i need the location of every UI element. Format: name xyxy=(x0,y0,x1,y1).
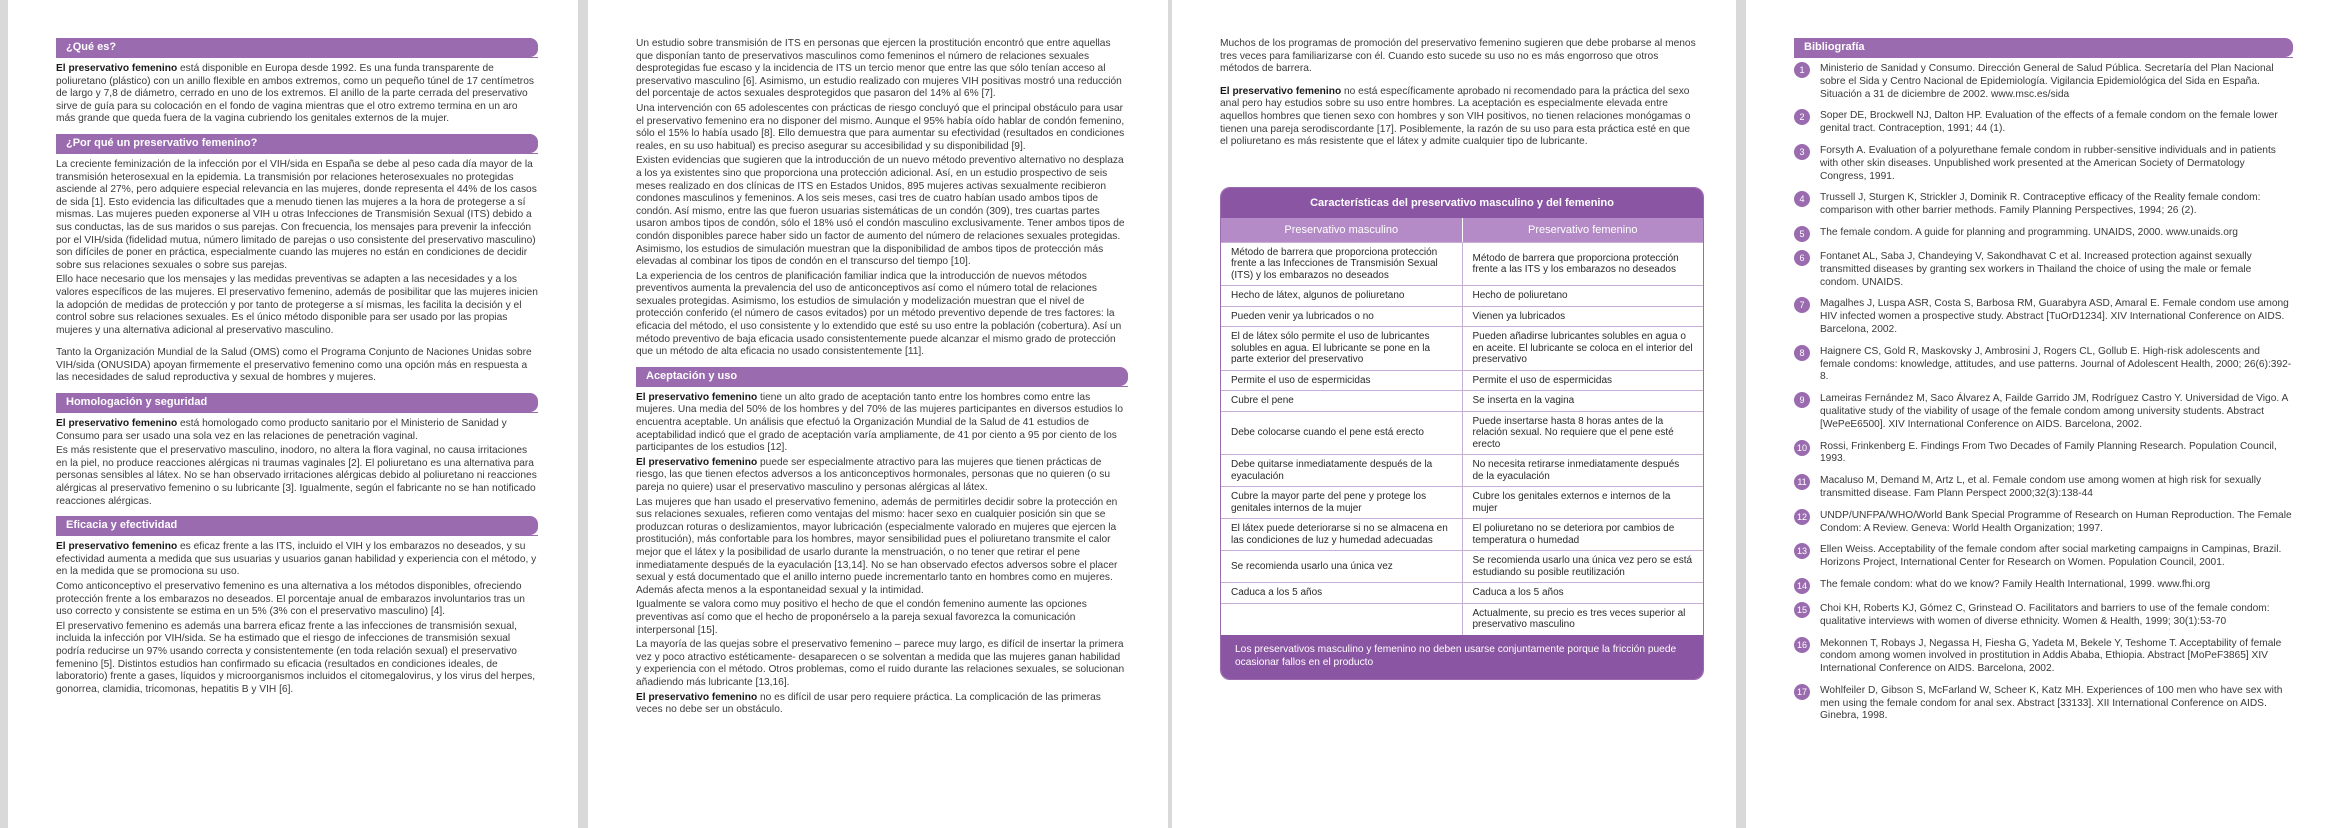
table-title: Características del preservativo masculino y del femenino xyxy=(1221,188,1703,218)
reference-number-badge: 8 xyxy=(1794,345,1810,361)
list-item xyxy=(1794,393,2293,431)
reference-text: Trussell J, Sturgen K, Strickler J, Dominik R. Contraceptive efficacy of the Reality female condom: comparison with other barrier methods. Family Planning Perspectives, 1994; 26 (2). xyxy=(1820,192,2261,217)
page-panel-2 xyxy=(588,0,1168,828)
paragraph: El preservativo femenino puede ser especialmente atractivo para las mujeres que tienen prácticas de riesgo, las que tienen efectos adversos a los anticonceptivos hormonales, personas que no quieren (o su pareja no quiere) usar el preservativo masculino y personas alérgicas al látex. xyxy=(636,456,1111,493)
paragraph: Tanto la Organización Mundial de la Salud (OMS) como el Programa Conjunto de Naciones Unidas sobre VIH/sida (ONUSIDA) apoyan firmemente el preservativo femenino como una opción más en respuesta a las necesidades de salud reproductiva y sexual de hombres y mujeres. xyxy=(56,347,532,384)
table-cell-male: Se recomienda usarlo una única vez xyxy=(1221,551,1463,582)
paragraph: Ello hace necesario que los mensajes y las medidas preventivas se adapten a las necesidades y a los valores específicos de las mujeres. El preservativo femenino, además de posibilitar que las mujeres inicien la adopción de medidas de protección y por tanto de protegerse a sí mismas, les facilita la decisión y el control sobre sus relaciones sexuales. Es el único método disponible para ser usado por las propias mujeres y una alternativa adicional al preservativo masculino. xyxy=(56,274,538,336)
paragraph: El preservativo femenino está disponible en Europa desde 1992. Es una funda transparente de poliuretano (plástico) con un anillo flexible en ambos extremos, como un pequeño túnel de 17 centímetros de largo y 7,8 de diámetro, cerrado en uno de los extremos. El anillo de la parte cerrada del preservativo sirve de guía para su colocación en el fondo de vagina mientras que el otro extremo termina en un aro más grande que queda fuera de la vagina cubriendo los genitales externos de la mujer. xyxy=(56,63,534,125)
reference-text: Magalhes J, Luspa ASR, Costa S, Barbosa RM, Guarabyra ASD, Amaral E. Female condom use among HIV infected women a prospective study. Abstract [TuOrD1234]. XIV International Conference on AIDS. Barcelona, 2002. xyxy=(1820,298,2289,335)
reference-number-badge: 5 xyxy=(1794,226,1810,242)
list-item xyxy=(1794,579,2293,594)
table-footer-note: Los preservativos masculino y femenino no deben usarse conjuntamente porque la fricción puede ocasionar fallos en el producto xyxy=(1221,635,1703,679)
list-item xyxy=(1794,192,2293,218)
reference-number-badge: 3 xyxy=(1794,144,1810,160)
reference-number-badge: 2 xyxy=(1794,109,1810,125)
list-item xyxy=(1794,441,2293,467)
reference-text: Ministerio de Sanidad y Consumo. Dirección General de Salud Pública. Secretaría del Plan Nacional sobre el Sida y Centro Nacional de Epidemiología. Vigilancia Epidemiológica del Sida en España. Situación a 31 de diciembre de 2002. www.msc.es/sida xyxy=(1820,63,2274,100)
paragraph: El preservativo femenino está homologado como producto sanitario por el Ministerio de Sanidad y Consumo para ser usado una sola vez en las relaciones de penetración vaginal. xyxy=(56,418,507,442)
paragraph: La experiencia de los centros de planificación familiar indica que la introducción de nuevos métodos preventivos aumenta la prevalencia del uso de anticonceptivos así como el número total de relaciones sexuales protegidas. Asimismo, los estudios de simulación y modelización muestran que el nivel de protección conferido (el número de casos evitados) por un método preventivo depende de tres factores: la eficacia del método, el uso consistente y lo extendido que esté su uso entre la población (cobertura). Así un método preventivo de baja eficacia usado consistentemente puede alcanzar el mismo grado de protección que un método de alta eficacia no usado consistentemente [11]. xyxy=(636,270,1122,358)
paragraph: Las mujeres que han usado el preservativo femenino, además de permitirles decidir sobre la protección en sus relaciones sexuales, refieren como ventajas del mismo: hacer sexo en cualquier posición sin que se produzcan roturas o deslizamientos, mayor lubricación (especialmente valorado en mujeres que ejercen la prostitución), más confortable para los hombres, mayor sensibilidad pues el poliuretano transmite el calor mejor que el látex y la posibilidad de usarlo durante la menstruación, o no tener que retirar el pene inmediatamente después de la eyaculación [13,14]. No se han observado efectos adversos sobre el placer sexual y está documentado que el anillo interno puede incrementarlo tanto en hombres como en mujeres. Además afecta menos a la espontaneidad sexual y la intimidad. xyxy=(636,496,1118,596)
table-cell-male: Método de barrera que proporciona protección frente a las Infecciones de Transmisión Sexual (ITS) y los embarazos no deseados xyxy=(1221,243,1463,286)
reference-text: Ellen Weiss. Acceptability of the female condom after social marketing campaigns in Campinas, Brazil. Horizons Project, International Center for Research on Women. Population Council, 2001. xyxy=(1820,544,2282,569)
table-cell-female: Cubre los genitales externos e internos de la mujer xyxy=(1472,491,1671,514)
column-header-female: Preservativo femenino xyxy=(1528,223,1638,236)
page-panel-4 xyxy=(1746,0,2333,828)
reference-number-badge: 12 xyxy=(1794,509,1810,525)
paragraph: Es más resistente que el preservativo masculino, inodoro, no altera la flora vaginal, no causa irritaciones en la piel, no produce reacciones alérgicas ni traumas vaginales [2]. El poliuretano es una alternativa para personas sensibles al látex. No se han observado irritaciones alérgicas debido al poliuretano ni reacciones alérgicas al preservativo femenino o su lubricante [3]. Igualmente, según el fabricante no se han notificado reacciones alérgicas. xyxy=(56,445,537,507)
table-cell-female: Puede insertarse hasta 8 horas antes de la relación sexual. No requiere que el pene esté erecto xyxy=(1472,415,1674,450)
section-title-bibliography: Bibliografía xyxy=(1794,38,2293,57)
reference-number-badge: 16 xyxy=(1794,637,1810,653)
reference-number-badge: 17 xyxy=(1794,684,1810,700)
section-title-what: ¿Qué es? xyxy=(56,38,538,57)
reference-text: Macaluso M, Demand M, Artz L, et al. Female condom use among women at high risk for sexually transmitted disease. Fam Plann Perspect 2000;32(3):138-44 xyxy=(1820,475,2262,499)
table-body xyxy=(1221,242,1703,635)
table-row xyxy=(1221,326,1703,370)
reference-text: Choi KH, Roberts KJ, Gómez C, Grinstead O. Facilitators and barriers to use of the female condom: qualitative interviews with women of diverse ethnicity. Women & Health, 1999; 30(1):53-70 xyxy=(1820,602,2270,627)
table-cell-male: Permite el uso de espermicidas xyxy=(1221,371,1463,391)
table-cell-male: El látex puede deteriorarse si no se almacena en las condiciones de luz y humedad adecuadas xyxy=(1221,519,1463,550)
paragraph: El preservativo femenino es además una barrera eficaz frente a las infecciones de transmisión sexual, incluida la infección por VIH/sida. Se ha estimado que el riesgo de infecciones de transmisión sexual podría reducirse un 97% usando correcta y consistentemente (en toda relación sexual) el preservativo femenino [5]. Distintos estudios han confirmado su eficacia (resultados en condiciones ideales, de laboratorio) frente a gases, líquidos y microorganismos incluidos el citomegalovirus, y los virus del herpes, gonorrea, clamidia, tricomonas, hepatitis B y VIH [6]. xyxy=(56,620,536,695)
page-panel-1 xyxy=(8,0,578,828)
paragraph: Existen evidencias que sugieren que la introducción de un nuevo método preventivo alternativo no desplaza a los ya existentes sino que proporciona una protección adicional. Así, en un estudio prospectivo de seis meses realizado en dos clínicas de ITS en Estados Unidos, 895 mujeres activas sexualmente recibieron condones masculinos y femeninos. A los seis meses, casi tres de cuatro habían usado ambos tipos de condón. Así mismo, entre las que fueron usuarias sistemáticas de un condón (309), tres cuartas partes usaron ambos tipos de condón, sólo el 18% usó el condón masculino exclusivamente. Tener ambos tipos de condón disponibles parece haber sido un factor de aumento del número de relaciones sexuales protegidas. Asimismo, los estudios de simulación muestran que la disponibilidad de ambos tipos de protección más elevadas al combinar los tipos de condón en el transcurso del tiempo [10]. xyxy=(636,155,1125,268)
reference-number-badge: 13 xyxy=(1794,543,1810,559)
table-row xyxy=(1221,486,1703,518)
paragraph: El preservativo femenino es eficaz frente a las ITS, incluido el VIH y los embarazos no deseados, y su efectividad aumenta a medida que sus usuarias y usuarios ganan habilidad y experiencia con el método, y en la medida que se promociona su uso. xyxy=(56,541,537,578)
paragraph: Un estudio sobre transmisión de ITS en personas que ejercen la prostitución encontró que entre aquellas que disponían tanto de preservativos masculinos como femeninos el número de relaciones sexuales desprotegidas fue escaso y la incidencia de ITS un tercio menor que entre las que sólo tenían acceso al preservativo masculino [6]. Asimismo, un estudio realizado con mujeres VIH positivas mostró una reducción del porcentaje de actos sexuales desprotegidos que pasaron del 14% al 6% [7]. xyxy=(636,38,1122,100)
table-row xyxy=(1221,370,1703,391)
table-cell-male xyxy=(1221,604,1463,635)
table-cell-male: Caduca a los 5 años xyxy=(1221,583,1463,603)
table-row xyxy=(1221,550,1703,582)
section-title-efficacy: Eficacia y efectividad xyxy=(56,516,538,535)
list-item xyxy=(1794,63,2293,101)
paragraph: Muchos de los programas de promoción del preservativo femenino sugieren que debe probarse al menos tres veces para familiarizarse con él. Cuando esto sucede su uso no es más engorroso que otros métodos de barrera. xyxy=(1220,38,1696,75)
comparison-table xyxy=(1220,187,1704,680)
reference-number-badge: 4 xyxy=(1794,191,1810,207)
table-row xyxy=(1221,242,1703,286)
reference-text: Lameiras Fernández M, Saco Álvarez A, Failde Garrido JM, Rodríguez Castro Y. Universidad de Vigo. A qualitative study of the viability of usage of the female condom among university students. Abstract [WePeE6500]. XIV International Conference on AIDS. Barcelona, 2002. xyxy=(1820,393,2288,430)
bibliography-list xyxy=(1794,63,2293,723)
list-item xyxy=(1794,544,2293,570)
table-cell-female: Vienen ya lubricados xyxy=(1472,310,1566,322)
reference-text: Mekonnen T, Robays J, Negassa H, Fiesha G, Yadeta M, Bekele Y, Teshome T. Acceptability of female condom among women involved in prostitution in Addis Ababa, Ethiopia. Abstract [MoPeF3865] XIV International Conference on AIDS. Barcelona, 2002. xyxy=(1820,637,2282,675)
reference-number-badge: 1 xyxy=(1794,62,1810,78)
table-cell-female: Permite el uso de espermicidas xyxy=(1472,374,1613,386)
list-item xyxy=(1794,227,2293,242)
table-cell-female: Actualmente, su precio es tres veces superior al preservativo masculino xyxy=(1472,607,1686,631)
table-row xyxy=(1221,518,1703,550)
table-cell-male: Hecho de látex, algunos de poliuretano xyxy=(1221,286,1463,306)
column-header-male: Preservativo masculino xyxy=(1221,218,1463,242)
reference-text: Soper DE, Brockwell NJ, Dalton HP. Evaluation of the effects of a female condom on the female lower genital tract. Contraception, 1991; 44 (1). xyxy=(1820,110,2278,135)
reference-text: The female condom: what do we know? Family Health International, 1999. www.fhi.org xyxy=(1820,578,2211,590)
reference-number-badge: 11 xyxy=(1794,474,1810,490)
list-item xyxy=(1794,638,2293,676)
list-item xyxy=(1794,251,2293,289)
section-title-why: ¿Por qué un preservativo femenino? xyxy=(56,134,538,153)
paragraph: La mayoría de las quejas sobre el preservativo femenino – parece muy largo, es difícil de insertar la primera vez y poco atractivo estéticamente- desaparecen o se solventan a medida que las mujeres ganan habilidad y experiencia con el método. Otros problemas, como el ruido durante las relaciones sexuales, se solucionan añadiendo más lubricante [13,16]. xyxy=(636,639,1125,688)
table-row xyxy=(1221,582,1703,603)
table-row xyxy=(1221,390,1703,411)
list-item xyxy=(1794,346,2293,384)
table-cell-female: Pueden añadirse lubricantes solubles en agua o en aceite. El lubricante se coloca en el interior del preservativo xyxy=(1472,331,1693,366)
list-item xyxy=(1794,145,2293,183)
list-item xyxy=(1794,475,2293,501)
table-row xyxy=(1221,285,1703,306)
reference-number-badge: 14 xyxy=(1794,578,1810,594)
paragraph: La creciente feminización de la infección por el VIH/sida en España se debe al peso cada día mayor de la transmisión heterosexual en la epidemia. La transmisión por relaciones heterosexuales no protegidas asciende al 27%, pero adquiere especial relevancia en las mujeres, donde representa el 44% de los casos de sida [1]. Esto evidencia las dificultades que a menudo tienen las mujeres a la hora de protegerse a sí mismas. Las mujeres pueden exponerse al VIH u otras Infecciones de Transmisión Sexual (ITS) debido a sus conductas, las de sus maridos o sus parejas. Con frecuencia, los mensajes para prevenir la infección por el VIH/sida (fidelidad mutua, número limitado de parejas o uso consistente del preservativo masculino) son difíciles de poner en práctica, especialmente cuando las mujeres no están en condiciones de decidir sobre sus relaciones sexuales o sobre sus parejas. xyxy=(56,158,537,271)
table-cell-female: Se inserta en la vagina xyxy=(1472,395,1575,407)
reference-text: Rossi, Frinkenberg E. Findings From Two Decades of Family Planning Research. Population Council, 1993. xyxy=(1820,440,2277,465)
table-cell-male: Pueden venir ya lubricados o no xyxy=(1221,307,1463,327)
list-item xyxy=(1794,110,2293,136)
reference-text: The female condom. A guide for planning and programming. UNAIDS, 2000. www.unaids.org xyxy=(1820,226,2238,238)
page-panel-3 xyxy=(1172,0,1736,828)
table-cell-female: No necesita retirarse inmediatamente después de la eyaculación xyxy=(1472,459,1680,482)
reference-number-badge: 10 xyxy=(1794,440,1810,456)
list-item xyxy=(1794,685,2293,723)
paragraph: El preservativo femenino no es difícil de usar pero requiere práctica. La complicación de las primeras veces no debe ser un obstáculo. xyxy=(636,691,1101,716)
reference-text: UNDP/UNFPA/WHO/World Bank Special Programme of Research on Human Reproduction. The Female Condom: A Review. Geneva: World Health Organization; 1997. xyxy=(1820,509,2292,534)
reference-text: Haignere CS, Gold R, Maskovsky J, Ambrosini J, Rogers CL, Gollub E. High-risk adolescents and female condoms: knowledge, attitudes, and use patterns. Journal of Adolescent Health, 2000; 26(6):392-8. xyxy=(1820,345,2292,383)
list-item xyxy=(1794,510,2293,536)
paragraph: El preservativo femenino tiene un alto grado de aceptación tanto entre los hombres como entre las mujeres. Una media del 50% de los hombres y del 70% de las mujeres participantes en diversos estudios lo encuentra aceptable. Un análisis que efectuó la Organización Mundial de la Salud de 41 estudios de aceptabilidad indicó que el grado de aceptación varía ampliamente, de 41 por ciento a 95 por ciento de los participantes de los estudios [12]. xyxy=(636,391,1123,454)
reference-text: Wohlfeiler D, Gibson S, McFarland W, Scheer K, Katz MH. Experiences of 100 men who have sex with men using the female condom for anal sex. Abstract [33133]. XII International Conference on AIDS. Ginebra, 1998. xyxy=(1820,684,2283,722)
reference-number-badge: 7 xyxy=(1794,297,1810,313)
table-cell-female: Se recomienda usarlo una única vez pero se está estudiando su posible reutilización xyxy=(1472,555,1693,578)
paragraph: El preservativo femenino no está específicamente aprobado ni recomendado para la práctica del sexo anal pero hay estudios sobre su uso entre hombres. La aceptación es especialmente elevada entre aquellos hombres que tienen sexo con hombres y son VIH positivos, no tienen relaciones monógamas o tienen una pareja serodiscordante [17]. Posiblemente, la razón de su uso para esta práctica esté en que el poliuretano es más resistente que el látex y admite cualquier tipo de lubricante. xyxy=(1220,85,1691,148)
reference-number-badge: 9 xyxy=(1794,392,1810,408)
table-cell-male: Debe quitarse inmediatamente después de la eyaculación xyxy=(1221,455,1463,486)
section-title-homologation: Homologación y seguridad xyxy=(56,393,538,412)
table-header-row xyxy=(1221,218,1703,242)
table-cell-female: El poliuretano no se deteriora por cambios de temperatura o humedad xyxy=(1472,523,1675,546)
paragraph: Una intervención con 65 adolescentes con prácticas de riesgo concluyó que el principal obstáculo para usar el preservativo femenino era no disponer del mismo. Aunque el 95% había oído hablar de condón femenino, sólo el 15% lo había usado [8]. Ello demuestra que para aumentar su efectividad (resultados en condiciones reales, en su uso habitual) es preciso asegurar su accesibilidad y su disponibilidad [9]. xyxy=(636,102,1125,152)
table-cell-male: Cubre la mayor parte del pene y protege los genitales internos de la mujer xyxy=(1221,487,1463,518)
paragraph: Igualmente se valora como muy positivo el hecho de que el condón femenino aumente las opciones preventivas así como que el hecho de proponérselo a la pareja sexual favorezca la comunicación interpersonal [15]. xyxy=(636,599,1087,636)
reference-number-badge: 15 xyxy=(1794,602,1810,618)
list-item xyxy=(1794,603,2293,629)
table-row xyxy=(1221,454,1703,486)
table-row xyxy=(1221,411,1703,455)
table-cell-male: El de látex sólo permite el uso de lubricantes solubles en agua. El lubricante se pone en la parte exterior del preservativo xyxy=(1221,327,1463,370)
table-cell-female: Método de barrera que proporciona protección frente a las ITS y los embarazos no deseados xyxy=(1472,252,1679,275)
table-row xyxy=(1221,603,1703,635)
paragraph: Como anticonceptivo el preservativo femenino es una alternativa a los métodos disponibles, ofreciendo protección frente a los embarazos no deseados. El porcentaje anual de embarazos involuntarios tras un uso correcto y consistente se estima en un 5% (3% con el preservativo masculino) [4]. xyxy=(56,581,525,618)
table-cell-female: Hecho de poliuretano xyxy=(1472,290,1568,302)
table-cell-male: Cubre el pene xyxy=(1221,391,1463,411)
reference-number-badge: 6 xyxy=(1794,250,1810,266)
table-cell-male: Debe colocarse cuando el pene está erecto xyxy=(1221,412,1463,455)
table-cell-female: Caduca a los 5 años xyxy=(1472,587,1564,599)
list-item xyxy=(1794,298,2293,336)
reference-text: Fontanet AL, Saba J, Chandeying V, Sakondhavat C et al. Increased protection against sexually transmitted diseases by granting sex workers in Thailand the choice of using the male or female condom. UNAIDS. xyxy=(1820,250,2252,288)
reference-text: Forsyth A. Evaluation of a polyurethane female condom in rubber-sensitive individuals and in patients with other skin diseases. Unpublished work presented at the American Society of Dermatology Congress, 1991. xyxy=(1820,144,2276,182)
section-title-acceptance: Aceptación y uso xyxy=(636,367,1128,386)
table-row xyxy=(1221,306,1703,327)
